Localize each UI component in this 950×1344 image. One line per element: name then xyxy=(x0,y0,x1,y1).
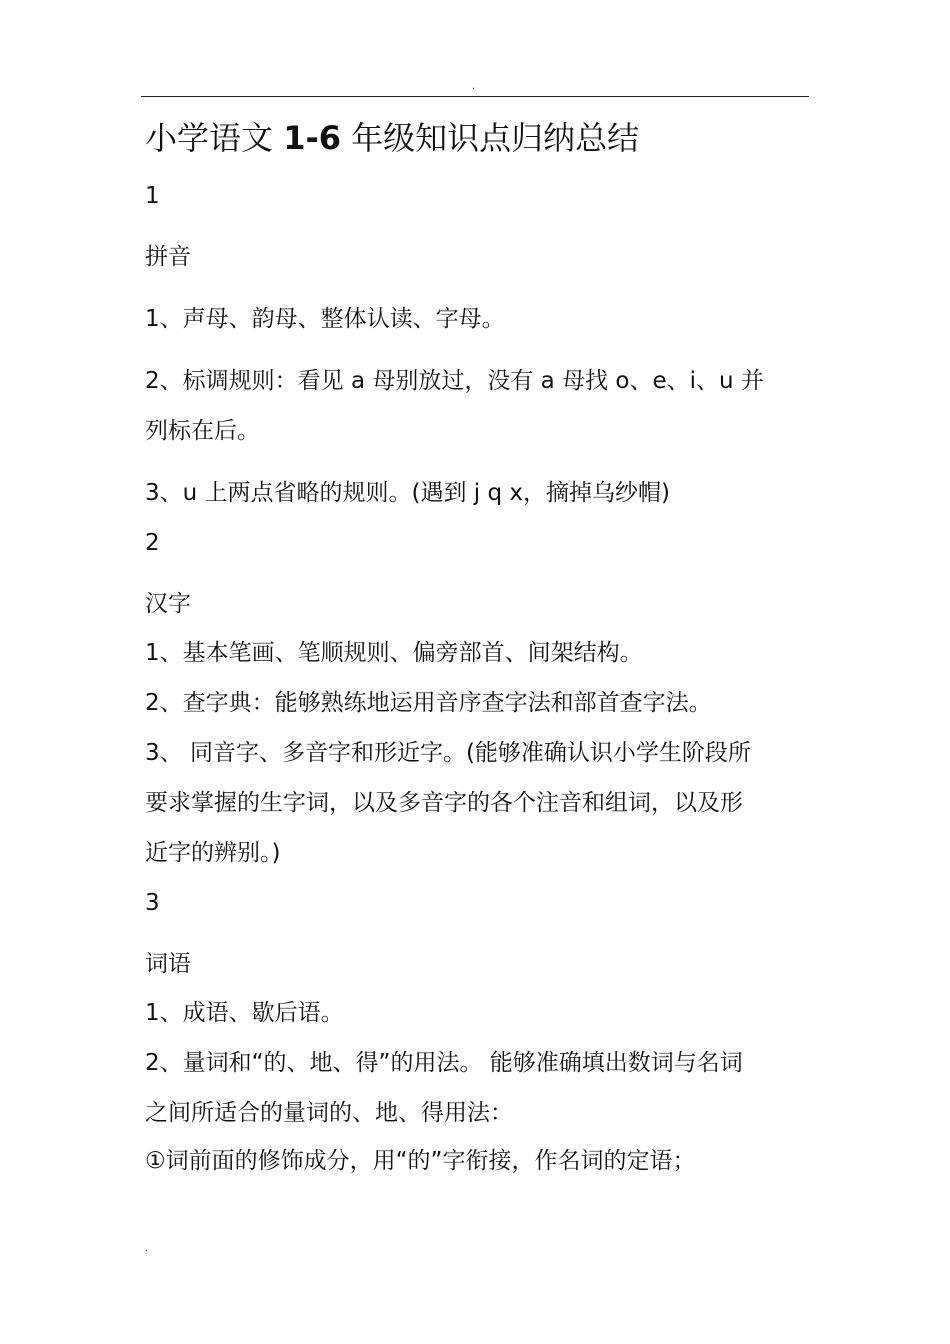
title-prefix: 小学语文 xyxy=(145,119,274,157)
paragraph-line: 1、声母、韵母、整体认读、字母。 xyxy=(145,306,505,332)
paragraph-line: 2、量词和“的、地、得”的用法。 能够准确填出数词与名词 xyxy=(145,1050,743,1076)
paragraph-line: 列标在后。 xyxy=(145,418,260,444)
paragraph-line: 3、 同音字、多音字和形近字。(能够准确认识小学生阶段所 xyxy=(145,740,751,766)
section-number: 1 xyxy=(145,183,160,209)
section-heading: 拼音 xyxy=(145,244,191,270)
paragraph-line: 近字的辨别。) xyxy=(145,840,281,866)
section-heading: 汉字 xyxy=(145,591,191,617)
paragraph-line: 3、u 上两点省略的规则。(遇到 j q x，摘掉乌纱帽) xyxy=(145,480,671,506)
section-heading: 词语 xyxy=(145,951,191,977)
paragraph-line: 2、标调规则：看见 a 母别放过，没有 a 母找 o、e、i、u 并 xyxy=(145,368,764,394)
paragraph-line: 之间所适合的量词的、地、得用法： xyxy=(145,1100,513,1126)
title-grade: 1-6 xyxy=(283,119,341,157)
section-number: 2 xyxy=(145,530,160,556)
paragraph-line: 要求掌握的生字词，以及多音字的各个注音和组词，以及形 xyxy=(145,790,743,816)
section-number: 3 xyxy=(145,890,160,916)
paragraph-line: ①词前面的修饰成分，用“的”字衔接，作名词的定语； xyxy=(145,1148,696,1174)
title-suffix: 年级知识点归纳总结 xyxy=(351,119,640,157)
header-rule xyxy=(141,96,809,97)
paragraph-line: 1、成语、歇后语。 xyxy=(145,1000,344,1026)
footer-mark: . xyxy=(145,1243,149,1254)
header-mark: . xyxy=(472,81,476,92)
document-title xyxy=(145,116,639,160)
paragraph-line: 1、基本笔画、笔顺规则、偏旁部首、间架结构。 xyxy=(145,640,643,666)
paragraph-line: 2、查字典：能够熟练地运用音序查字法和部首查字法。 xyxy=(145,690,712,716)
